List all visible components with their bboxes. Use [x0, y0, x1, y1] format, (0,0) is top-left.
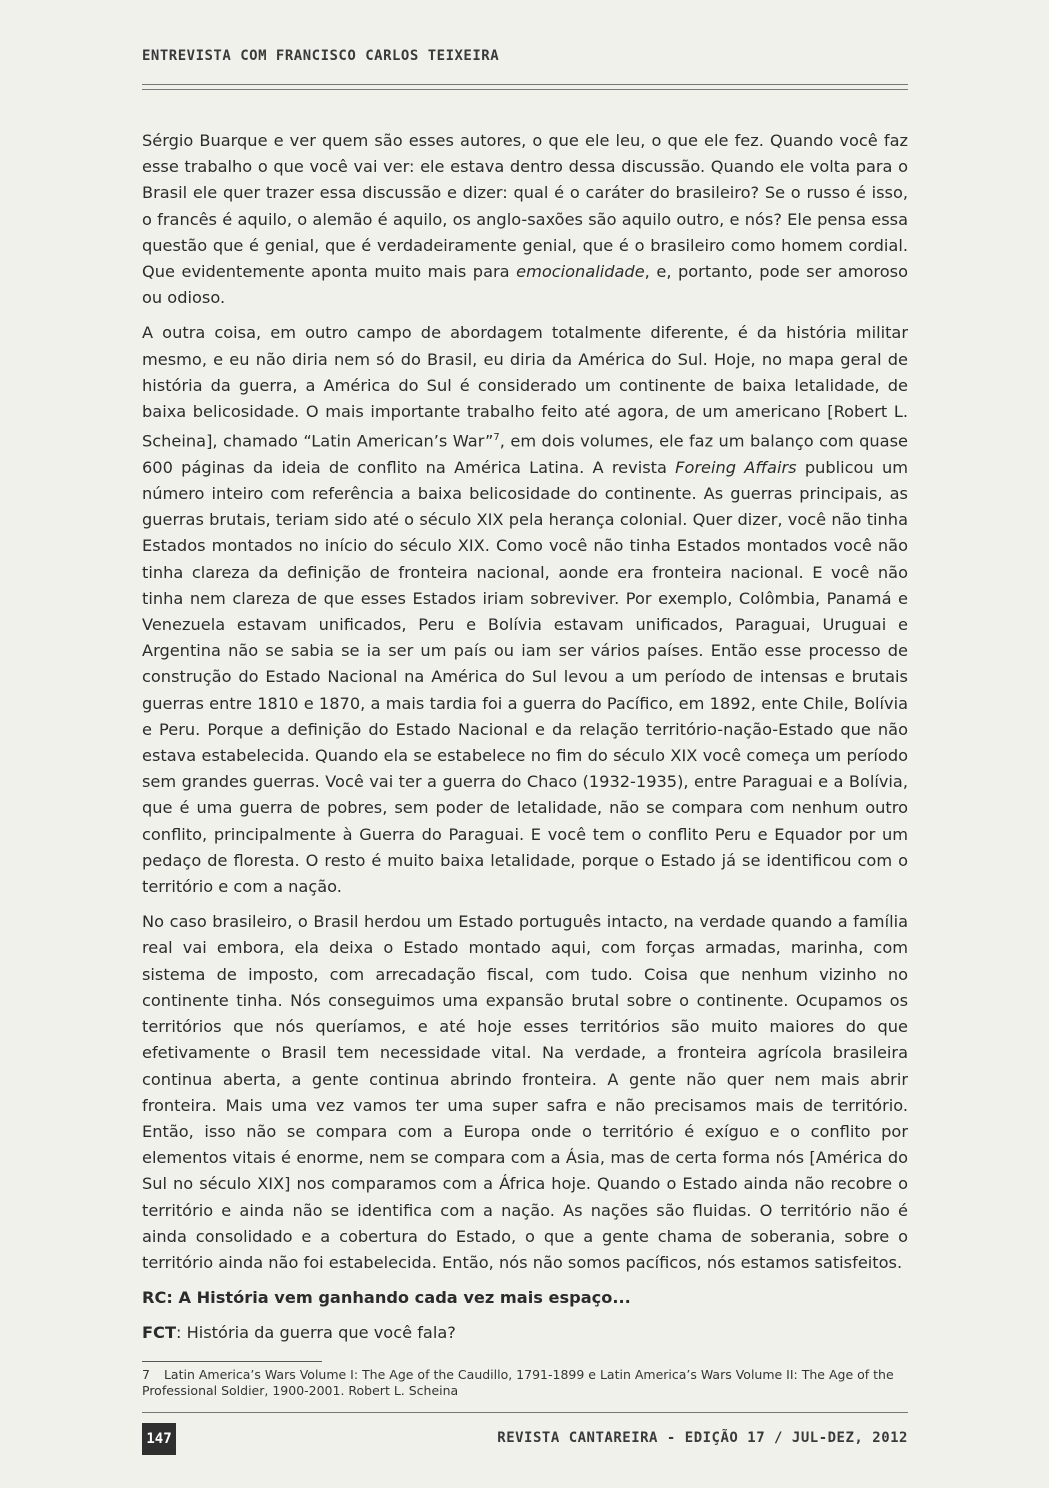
page-number: 147 — [142, 1423, 176, 1455]
footer-rule — [142, 1412, 908, 1413]
running-title: ENTREVISTA COM FRANCISCO CARLOS TEIXEIRA — [142, 48, 500, 64]
paragraph-3: No caso brasileiro, o Brasil herdou um Estado português intacto, na verdade quando a família real vai embora, ela deixa o Estado montado aqui, com forças armadas, marinha, com sistema de imposto, com arrecadação fiscal, com tudo. Coisa que nenhum vizinho no continente tinha. Nós conseguimos uma expansão brutal sobre o continente. Ocupamos os territórios que nós queríamos, e até hoje esses territórios são muito maiores do que efetivamente o Brasil tem necessidade vital. Na verdade, a fronteira agrícola brasileira continua aberta, a gente continua abrindo fronteira. A gente não quer nem mais abrir fronteira. Mais uma vez vamos ter uma super safra e não precisamos mais de território. Então, isso não se compara com a Europa onde o território é exíguo e o conflito por elementos vitais é enorme, nem se compara com a Ásia, mas de certa forma nós [América do Sul no século XIX] nos comparamos com a África hoje. Quando o Estado ainda não recobre o território e ainda não se identifica com a nação. As nações são fluidas. O território não é ainda consolidado e a cobertura do Estado, o que a gente chama de soberania, sobre o território ainda não foi estabelecida. Então, nós não somos pacíficos, nós estamos satisfeitos. — [142, 912, 908, 1272]
header-rule-top — [142, 84, 908, 85]
interviewer-question: RC: A História vem ganhando cada vez mais espaço... — [142, 1288, 631, 1308]
paragraph-2-emphasis: Foreing Affairs — [675, 457, 797, 477]
answer-text: : História da guerra que você fala? — [175, 1323, 456, 1343]
paragraph-1-emphasis: emocionalidade — [516, 262, 645, 282]
paragraph-2 — [142, 320, 908, 900]
footnote-rule — [142, 1361, 322, 1362]
paragraph-1 — [142, 128, 908, 311]
body-text — [142, 128, 908, 1356]
header-rule-bottom — [142, 89, 908, 90]
paragraph-2-text-c: publicou um número inteiro com referência a baixa belicosidade do continente. As guerras principais, as guerras brutais, teriam sido até o século XIX pela herança colonial. Quer dizer, você não tinha Estados montados no início do século XIX. Como você não tinha Estados montados você não tinha clareza da definição de fronteira nacional, aonde era fronteira nacional. E você não tinha nem clareza de que esses Estados iriam sobreviver. Por exemplo, Colômbia, Panamá e Venezuela estavam unificados, Peru e Bolívia estavam unificados, Paraguai, Uruguai e Argentina não se sabia se ia ser um país ou iam ser vários países. Então esse processo de construção do Estado Nacional na América do Sul levou a um período de intensas e brutais guerras entre 1810 e 1870, a mais tardia foi a guerra do Pacífico, em 1892, ente Chile, Bolívia e Peru. Porque a definição do Estado Nacional e da relação território-nação-Estado que não estava estabelecida. Quando ela se estabelece no fim do século XIX você começa um período sem grandes guerras. Você vai ter a guerra do Chaco (1932-1935), entre Paraguai e a Bolívia, que é uma guerra de pobres, sem poder de letalidade, não se compara com nenhum outro conflito, principalmente à Guerra do Paraguai. E você tem o conflito Peru e Equador por um pedaço de floresta. O resto é muito baixa letalidade, porque o Estado já se identificou com o território e com a nação. — [142, 457, 908, 897]
footnote-ref: 7 — [493, 432, 500, 444]
paragraph-2-text-b: , em dois volumes, ele faz um balanço com quase 600 páginas da ideia de conflito na América Latina. A revista — [142, 431, 908, 477]
paragraph-1-end: , e, portanto, pode ser amoroso ou odioso. — [142, 262, 908, 308]
journal-title: REVISTA CANTAREIRA - EDIÇÃO 17 / JUL-DEZ, 2012 — [497, 1430, 908, 1446]
footnote — [142, 1367, 908, 1399]
footnote-number: 7 — [142, 1367, 150, 1382]
footnote-text: Latin America’s Wars Volume I: The Age of the Caudillo, 1791-1899 e Latin America’s Wars Volume II: The Age of the Professional Soldier, 1900-2001. Robert L. Scheina — [142, 1367, 894, 1398]
interviewee-answer — [142, 1320, 908, 1346]
paragraph-1-text: Sérgio Buarque e ver quem são esses autores, o que ele leu, o que ele fez. Quando você faz esse trabalho o que você vai ver: ele estava dentro dessa discussão. Quando ele volta para o Brasil ele quer trazer essa discussão e dizer: qual é o caráter do brasileiro? Se o russo é isso, o francês é aquilo, o alemão é aquilo, os anglo-saxões são aquilo outro, e nós? Ele pensa essa questão que é genial, que é verdadeiramente genial, que é o brasileiro como homem cordial. Que evidentemente aponta muito mais para — [142, 131, 908, 282]
paragraph-2-text-a: A outra coisa, em outro campo de abordagem totalmente diferente, é da história militar mesmo, e eu não diria nem só do Brasil, eu diria da América do Sul. Hoje, no mapa geral de história da guerra, a América do Sul é considerado um continente de baixa letalidade, de baixa belicosidade. O mais importante trabalho feito até agora, de um americano [Robert L. Scheina], chamado “Latin American’s War” — [142, 323, 908, 451]
document-page — [142, 0, 908, 1488]
answer-speaker: FCT — [142, 1323, 176, 1343]
